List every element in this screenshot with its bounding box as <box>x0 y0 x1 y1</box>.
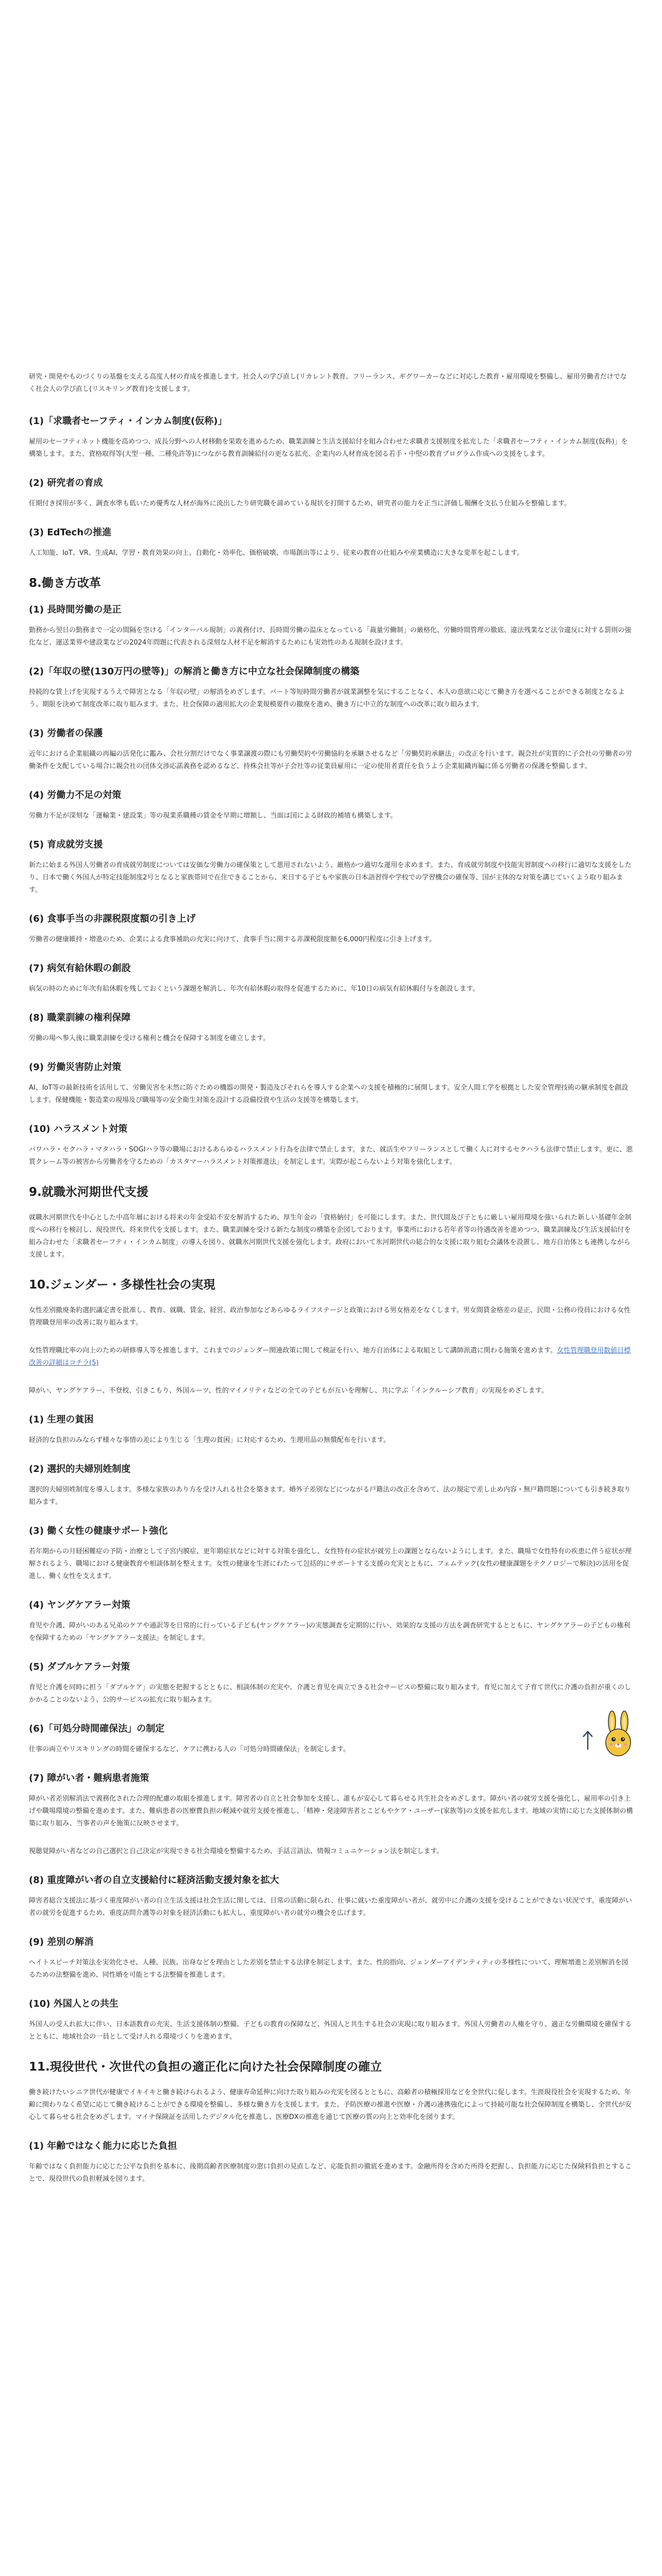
subsection-body <box>29 1793 633 1830</box>
body-text: 選択的夫婦別姓制度を導入します。多様な家族のあり方を受け入れる社会を築きます。婚外子差別などにつながる戸籍法の改正を含めて、法の規定で差し止め内容・無戸籍問題についても引き続き取り組みます。 <box>29 1486 631 1506</box>
subsection-body <box>29 2161 633 2185</box>
subsection-body <box>29 436 633 461</box>
body-text: 障害者総合支援法に基づく重度障がい者の自立生活支援は社会生活に関しては、日常の活動に限られ、仕事に就いた重度障がい者が、就労中に介護の支援を受けることができない状況です。重度障がい者の就労を促進するため、重度訪問介護等の対象を経済活動にも拡大し、重度障がい者の就労の機会を広げます。 <box>29 1897 632 1917</box>
body-text: 近年における企業組織の再編の活発化に鑑み、会社分割だけでなく事業譲渡の際にも労働契約や労働協約を承継させるなど「労働契約承継法」の改正を行います。親会社が実質的に子会社の労働者の労働条件を支配している場合に親会社の団体交渉応諾義務を認めるなど、持株会社等が子会社等の従業員雇用に一定の使用者責任を負うよう企業組織再編に係る労働者の保護を整備します。 <box>29 750 632 770</box>
subsection-title: (1) 年齢ではなく能力に応じた負担 <box>29 2141 177 2151</box>
subsection-body <box>29 1682 633 1706</box>
subsection-title: (9) 労働災害防止対策 <box>29 1062 122 1073</box>
subsection-body <box>29 1434 633 1447</box>
intro-paragraph: 研究・開発やものづくりの基盤を支える高度人材の育成を推進します。社会人の学び直し(リカレント教育、フリーランス、ギグワーカーなどに対応した教育・雇用環境を整備し、雇用労働者だけでなく社会人の学び直し(リスキリング教育)を支援します。 <box>29 373 627 393</box>
section-title: 11.現役世代・次世代の負担の適正化に向けた社会保障制度の確立 <box>29 2060 382 2074</box>
subsection-body <box>29 1345 633 1369</box>
subsection-title: (3) 働く女性の健康サポート強化 <box>29 1526 168 1536</box>
body-text: 仕事の両立やリスキリングの時間を確保するなど、ケアに携わる人の「可処分時間確保法」を制定します。 <box>29 1745 350 1753</box>
subsection-body <box>29 1895 633 1920</box>
subsection-body <box>29 1144 633 1168</box>
body-text: 外国人の受入れ拡大に伴い、日本語教育の充実、生活支援体制の整備、子どもの教育の保障など、外国人と共生する社会の実現に取り組みます。外国人労働者の人権を守り、適正な労働環境を確保するとともに、地域社会の一員として受け入れる環境づくりを進めます。 <box>29 2021 632 2041</box>
body-text: 年齢ではなく負担能力に応じた公平な負担を基本に、後期高齢者医療制度の窓口負担の見直しなど、応能負担の徹底を進めます。金融所得を含めた所得を把握し、負担能力に応じた保険料負担とすることで、現役世代の負担軽減を図ります。 <box>29 2163 632 2183</box>
arrow-up-icon <box>582 1730 593 1751</box>
subsection-body <box>29 1212 633 1261</box>
subsection-title: (2) 研究者の育成 <box>29 478 103 488</box>
subsection-title: (1)「求職者セーフティ・インカム制度(仮称)」 <box>29 416 227 427</box>
subsection-body <box>29 1032 633 1045</box>
subsection-title: (4) 労働力不足の対策 <box>29 790 122 801</box>
body-text: 労働者の健康維持・増進のため、企業による食事補助の充実に向けて、食事手当に関する非課税限度額を6,000円程度に引き上げます。 <box>29 936 436 943</box>
subsection-body <box>29 1484 633 1509</box>
subsection-body <box>29 1957 633 1981</box>
body-text: 労働の場へ参入後に職業訓練を受ける権利と機会を保障する制度を確立します。 <box>29 1035 270 1042</box>
subsection-body <box>29 1743 633 1756</box>
body-text: 育児と介護を同時に担う「ダブルケア」の実態を把握するとともに、相談体制の充実や、介護と育児を両立できる社会サービスの整備に取り組みます。育児に加えて子育て世代に介護の負担が重くのしかかることのないよう、公的サービスの拡充に取り組みます。 <box>29 1684 631 1704</box>
body-text: パワハラ・セクハラ・マタハラ・SOGIハラ等の職場におけるあらゆるハラスメント行為を法律で禁止します。また、就活生やフリーランスとして働く人に対するセクハラも法律で禁止します。更に、悪質クレーム等の被害から労働者を守るための「カスタマーハラスメント対策推進法」を制定します。実際が起こらないよう対策を強化します。 <box>29 1146 633 1166</box>
subsection-body <box>29 547 633 560</box>
article-content <box>29 371 633 2201</box>
body-text: 女性管理職比率の向上のための研修導入等を推進します。これまでのジェンダー関連政策に関して検証を行い、地方自治体による取組として講師派遣に関わる施策を進めます。 <box>29 1347 557 1354</box>
subsection-title: (9) 差別の解消 <box>29 1937 94 1947</box>
subsection-title: (3) 労働者の保護 <box>29 728 103 739</box>
subsection-title: (5) ダブルケアラー対策 <box>29 1662 130 1672</box>
body-text: 持続的な賃上げを実現するうえで障害となる「年収の壁」の解消をめざします。パート等短時間労働者が就業調整を気にすることなく、本人の意欲に応じて働き方を選べることができる制度となるよう、期限を決めて制度改革に取り組みます。また、社会保障の適用拡大の企業規模要件の撤廃を進め、働き方に中立的な制度への改革に取り組みます。 <box>29 688 625 708</box>
subsection-body <box>29 686 633 711</box>
body-text: 病気の時のために年次有給休暇を残しておくという課題を解消し、年次有給休暇の取得を促進するために、年10日の病気有給休暇付与を創設します。 <box>29 985 479 993</box>
subsection-title: (3) EdTechの推進 <box>29 527 112 538</box>
subsection-body <box>29 1385 633 1397</box>
subsection-title: (1) 長時間労働の是正 <box>29 604 122 615</box>
body-text: 就職氷河期世代を中心とした中高年層における将来の年金受給不安を解消するため、厚生年金の「資格納付」を可能にします。また、世代間及び子ともに厳しい雇用環境を強いられた新しい基礎年金制度への移行を検討し、現役世代、将来世代を支援します。また、職業訓練を受ける新たな制度の構築を企図しております。事業所における若年者等の待遇改善を進めつつ、職業訓練及び生活支援給付を組み合わせた「求職者セーフティ・インカム制度」の導入を図り、就職氷河期世代支援を強化します。政府において氷河期世代の総合的な支援に取り組む会議体を設置し、地方自治体とも連携しながら支援します。 <box>29 1214 632 1259</box>
subsection-body <box>29 1845 633 1858</box>
body-text: 人工知能、IoT、VR、生成AI、学習・教育効果の向上、自動化・効率化、価格破壊、市場創出等により、従来の教育の仕組みや産業構造に大きな変革を起こします。 <box>29 549 524 557</box>
rabbit-mascot-icon <box>602 1710 635 1760</box>
subsection-title: (4) ヤングケアラー対策 <box>29 1600 130 1611</box>
body-text: 育児や介護、障がいのある兄弟のケアや通訳等を日常的に行っている子ども(ヤングケアラー)の実態調査を定期的に行い、効果的な支援の方法を調査研究するとともに、ヤングケアラーの子どもの権利を保障するための「ヤングケアラー支援法」を制定します。 <box>29 1622 631 1642</box>
body-text: 雇用のセーフティネット機能を高めつつ、成長分野への人材移動を果敢を進めるため、職業訓練と生活支援給付を組み合わせた求職者支援制度を拡充した「求職者セーフティ・インカム制度(仮称)」を構築します。また、資格取得等(大型一種、二種免許等)につながる教育訓練給付の更なる拡充、企業内の人材育成を図る若手・中堅の教育プログラム作成への支援をします。 <box>29 438 628 458</box>
subsection-title: (6) 食事手当の非課税限度額の引き上げ <box>29 913 196 924</box>
detail-link[interactable]: 女性管理職登用数値目標改善の詳細はコチラ(5) <box>29 1347 631 1367</box>
body-text: 若年期からの月経困難症の予防・治療として子宮内膜症、更年期症状などに対する対策を強化し、女性特有の症状が就労上の課題とならないようにします。また、職場で女性特有の疾患に伴う症状が理解されるよう、職場における健康教育や相談体制を整えます。女性の健康を生涯にわたって包括的にサポートする支援の充実とともに、フェムテック(女性の健康課題をテクノロジーで解決)の活用を促進し、働く女性を支えます。 <box>29 1548 632 1580</box>
subsection-body <box>29 624 633 649</box>
section-title: 8.働き方改革 <box>29 577 101 590</box>
subsection-title: (6)「可処分時間確保法」の制定 <box>29 1723 164 1734</box>
subsection-body <box>29 983 633 995</box>
subsection-title: (10) ハラスメント対策 <box>29 1124 128 1134</box>
body-text: 新たに始まる外国人労働者の育成就労制度については安価な労働力の確保策として悪用されないよう、厳格かつ適切な運用を求めます。また、育成就労制度や技能実習制度への移行に適切な支援をしたり、日本で働く外国人が特定技能制度2号となると家族帯同で在住できることから、来日する子どもや家族の日本語習得や学校での学習機会の確保等、国が主体的な対策を講じていくよう取り組みます。 <box>29 861 632 894</box>
subsection-body <box>29 1620 633 1645</box>
subsection-body <box>29 859 633 896</box>
subsection-body <box>29 1082 633 1107</box>
body-text: ヘイトスピーチ対策法を実効化させ、人種、民族、出身などを理由とした差別を禁止する法律を制定します。また、性的指向、ジェンダーアイデンティティの多様性について、理解増進と差別解消を図るための法整備を進め、同性婚を可能とする法整備を推進します。 <box>29 1959 628 1979</box>
body-text: 働き続けたいシニア世代が健康でイキイキと働き続けられるよう、健康寿命延伸に向けた取り組みの充実を図るとともに、高齢者の積極採用などを全世代に促します。生涯現役社会を実現するため、年齢に関わりなく希望に応じて働き続けることができる環境を整備し、多様な働き方を支援します。また、予防医療の推進や医療・介護の連携強化によって持続可能な社会保障制度を構築し、全世代が安心して暮らせる社会をめざします。マイナ保険証を活用したデジタル化を推進し、医療DXの推進を通じて医療の質の向上と効率化を図ります。 <box>29 2089 632 2121</box>
body-text: 視聴覚障がい者などの自己選択と自己決定が実現できる社会環境を整備するため、手話言語法、情報コミュニケーション法を制定します。 <box>29 1848 443 1855</box>
subsection-title: (7) 病気有給休暇の創設 <box>29 963 131 974</box>
subsection-title: (5) 育成就労支援 <box>29 839 103 850</box>
subsection-title: (8) 重度障がい者の自立支援給付に経済活動支援対象を拡大 <box>29 1875 279 1886</box>
body-text: 女性差別撤廃条約選択議定書を批准し、教育、就職、賃金、経営、政治参加などあらゆるライフステージと政策における男女格差をなくします。男女間賃金格差の是正、民間・公務の役員における女性管理職登用率の改善に取り組みます。 <box>29 1307 631 1327</box>
subsection-title: (7) 障がい者・難病患者施策 <box>29 1773 150 1784</box>
body-text: 障がい者差別解消法で義務化された合理的配慮の取組を推進します。障害者の自立と社会参加を支援し、誰もが安心して暮らせる共生社会をめざします。障がい者の就労支援を強化し、雇用率の引き上げや職場環境の整備を進めます。また、難病患者の医療費負担の軽減や就労支援を推進し、「精神・発達障害者とこどもやケア・ユーザー(家族等)の支援を拡充します。地域の実情に応じた支援体制の構築に取り組み、当事者の声を施策に反映させます。 <box>29 1795 633 1827</box>
scroll-to-top-button[interactable] <box>580 1728 595 1752</box>
subsection-body <box>29 934 633 946</box>
subsection-title: (10) 外国人との共生 <box>29 1998 119 2009</box>
body-text: AI、IoT等の最新技術を活用して、労働災害を未然に防ぐための機器の開発・製造及びそれらを導入する企業への支援を積極的に展開します。安全人間工学を根拠とした安全管理技術の継承制度を創設します。保健機能・製造業の現場及び職場等の安全衛生対策を設計する設備投資や生活の支援等を構築します。 <box>29 1084 628 1104</box>
subsection-title: (1) 生理の貧困 <box>29 1414 94 1425</box>
body-text: 任期付き採用が多く、調査水準も低いため優秀な人材が海外に流出したり研究職を諦めている現状を打開するため、研究者の能力を正当に評価し報酬を支払う仕組みを整備します。 <box>29 500 571 507</box>
body-text: 勤務から翌日の勤務まで一定の間隔を空ける「インターバル規制」の義務付け、長時間労働の温床となっている「裁量労働制」の厳格化、労働時間管理の徹底、違法残業など法令違反に対する罰則の強化など、運送業界や建設業などの2024年問題に代表される深刻な人材不足を解消するためにも実効性のある規制を設けます。 <box>29 626 632 647</box>
subsection-body <box>29 498 633 510</box>
subsection-title: (8) 職業訓練の権利保障 <box>29 1012 131 1023</box>
subsection-body <box>29 2087 633 2124</box>
body-text: 経済的な負担のみならず様々な事情の差により生じる「生理の貧困」に対応するため、生理用品の無償配布を行います。 <box>29 1436 390 1444</box>
subsection-title: (2) 選択的夫婦別姓制度 <box>29 1464 131 1475</box>
section-title: 9.就職氷河期世代支援 <box>29 1185 148 1199</box>
section-title: 10.ジェンダー・多様性社会の実現 <box>29 1278 216 1292</box>
subsection-body <box>29 1546 633 1583</box>
body-text: 労働力不足が深刻な「運輸業・建設業」等の現業系職種の賃金を早期に増額し、当面は国による財政的補填も構築します。 <box>29 812 397 820</box>
body-text: 障がい、ヤングケアラー、不登校、引きこもり、外国ルーツ、性的マイノリティなどの全ての子どもが互いを理解し、共に学ぶ「インクルーシブ教育」の実現をめざします。 <box>29 1387 548 1395</box>
subsection-body <box>29 748 633 773</box>
subsection-body <box>29 2019 633 2043</box>
subsection-body <box>29 810 633 822</box>
subsection-title: (2)「年収の壁(130万円の壁等)」の解消と働き方に中立な社会保障制度の構築 <box>29 666 360 677</box>
subsection-body <box>29 1304 633 1329</box>
